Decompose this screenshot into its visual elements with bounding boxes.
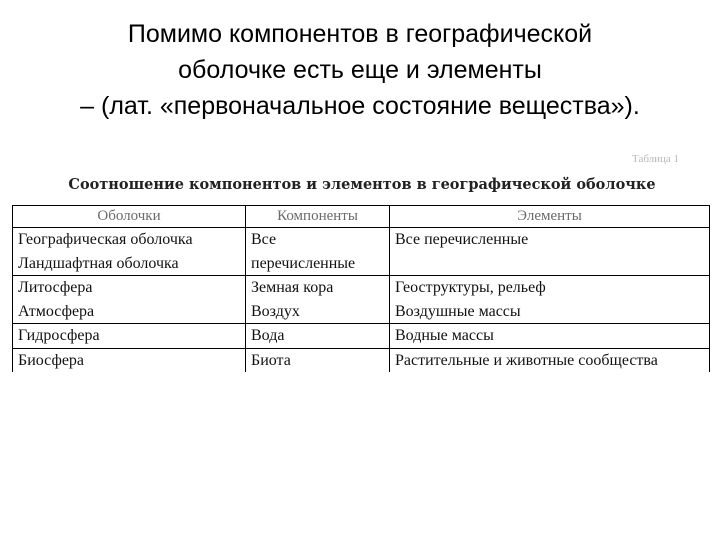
cell-components: [246, 324, 390, 349]
cell-line: Растительные и животные сообщества: [395, 351, 658, 369]
slide-title: [0, 16, 720, 124]
cell-line: Все перечисленные: [395, 231, 529, 248]
cell-elements: [390, 348, 710, 372]
cell-shells: [13, 348, 246, 372]
cell-line: Биота: [251, 351, 291, 369]
cell-line: Вода: [251, 327, 285, 344]
cell-line: Водные массы: [395, 327, 494, 344]
cell-line: Географическая оболочка: [18, 231, 193, 248]
cell-elements: [390, 228, 710, 276]
cell-components: [246, 348, 390, 372]
cell-line: Литосфера: [18, 279, 93, 296]
cell-line: Атмосфера: [18, 302, 95, 320]
cell-line: Воздух: [251, 302, 300, 320]
cell-components: [246, 228, 390, 276]
table-header-row: [13, 206, 710, 228]
cell-line: Все: [251, 231, 277, 248]
table-row: [13, 348, 710, 372]
cell-components: [246, 276, 390, 324]
components-elements-table: [12, 205, 710, 372]
cell-shells: [13, 324, 246, 349]
header-shells: Оболочки: [13, 206, 246, 228]
title-line: Помимо компонентов в географической: [127, 20, 593, 48]
cell-elements: [390, 324, 710, 349]
table-row: [13, 276, 710, 324]
title-line: оболочке есть еще и элементы: [178, 56, 542, 84]
cell-elements: [390, 276, 710, 324]
cell-line: перечисленные: [251, 254, 356, 272]
cell-line: Биосфера: [18, 351, 85, 369]
cell-shells: [13, 276, 246, 324]
cell-line: Гидросфера: [18, 327, 100, 344]
table-row: [13, 228, 710, 276]
header-elements: Элементы: [390, 206, 710, 228]
cell-line: Геоструктуры, рельеф: [395, 279, 546, 296]
cell-line: Ландшафтная оболочка: [18, 254, 179, 272]
cell-line: Земная кора: [251, 279, 334, 296]
table-number-fragment: Таблица 1: [632, 153, 680, 165]
cell-line: Воздушные массы: [395, 302, 521, 320]
header-components: Компоненты: [246, 206, 390, 228]
table-row: [13, 324, 710, 349]
table-caption: Соотношение компонентов и элементов в географической оболочке: [68, 176, 656, 193]
cell-shells: [13, 228, 246, 276]
title-line: – (лат. «первоначальное состояние вещества»).: [80, 92, 640, 120]
